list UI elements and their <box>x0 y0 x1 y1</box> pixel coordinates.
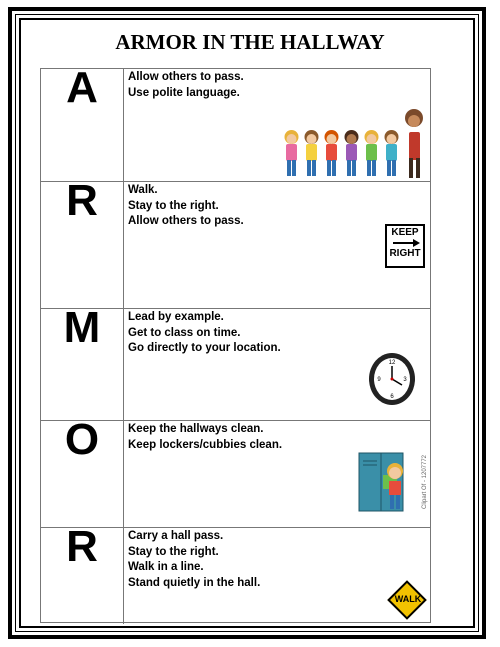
rule-item: Keep lockers/cubbies clean. <box>128 438 283 451</box>
rule-item: Go directly to your location. <box>128 342 281 354</box>
letter-cell <box>41 176 124 308</box>
walk-sign-text: WALK <box>394 594 422 604</box>
rule-list <box>128 529 260 591</box>
rule-list <box>128 183 244 230</box>
table-row-r <box>41 176 430 309</box>
acronym-letter: A <box>66 63 98 112</box>
rule-item: Stand quietly in the hall. <box>128 576 261 589</box>
children-line-icon <box>276 94 428 182</box>
rule-item: Get to class on time. <box>128 326 241 339</box>
armor-table <box>40 63 431 623</box>
rule-item: Allow others to pass. <box>128 71 244 83</box>
keep-right-sign-icon <box>385 224 425 268</box>
clipart-credit-text: Clipart Of - 1207772 <box>422 454 428 510</box>
rule-item: Stay to the right. <box>128 199 219 212</box>
locker-girl-icon <box>357 445 413 515</box>
svg-text:12: 12 <box>388 360 396 366</box>
svg-text:6: 6 <box>390 394 394 400</box>
letter-cell <box>41 63 124 181</box>
table-row-a <box>41 63 430 182</box>
table-row-r-last <box>41 522 430 624</box>
table-row-o <box>41 415 430 528</box>
letter-cell <box>41 415 124 527</box>
sign-text-right: RIGHT <box>389 248 421 259</box>
table-row-m <box>41 303 430 421</box>
rule-item: Carry a hall pass. <box>128 530 224 542</box>
clipart-credit <box>419 449 429 521</box>
rule-item: Keep the hallways clean. <box>128 423 264 435</box>
clock-icon <box>367 346 417 408</box>
rule-item: Lead by example. <box>128 311 224 323</box>
page-title: ARMOR IN THE HALLWAY <box>115 30 385 54</box>
letter-cell <box>41 303 124 420</box>
rule-item: Use polite language. <box>128 86 240 99</box>
acronym-letter: R <box>66 176 98 225</box>
rule-item: Allow others to pass. <box>128 215 244 227</box>
rule-list <box>128 422 282 453</box>
acronym-letter: M <box>63 303 101 352</box>
rule-item: Walk in a line. <box>128 561 204 573</box>
acronym-letter: O <box>64 415 100 464</box>
letter-cell <box>41 522 124 624</box>
rule-list <box>128 70 244 101</box>
sign-text-keep: KEEP <box>391 227 419 238</box>
svg-text:3: 3 <box>403 377 407 383</box>
acronym-letter: R <box>66 522 98 571</box>
svg-text:9: 9 <box>377 377 381 383</box>
walk-sign-icon <box>387 580 429 622</box>
rule-item: Walk. <box>128 184 158 196</box>
rule-list <box>128 310 281 357</box>
right-arrow-icon <box>387 238 423 248</box>
rule-item: Stay to the right. <box>128 545 219 558</box>
